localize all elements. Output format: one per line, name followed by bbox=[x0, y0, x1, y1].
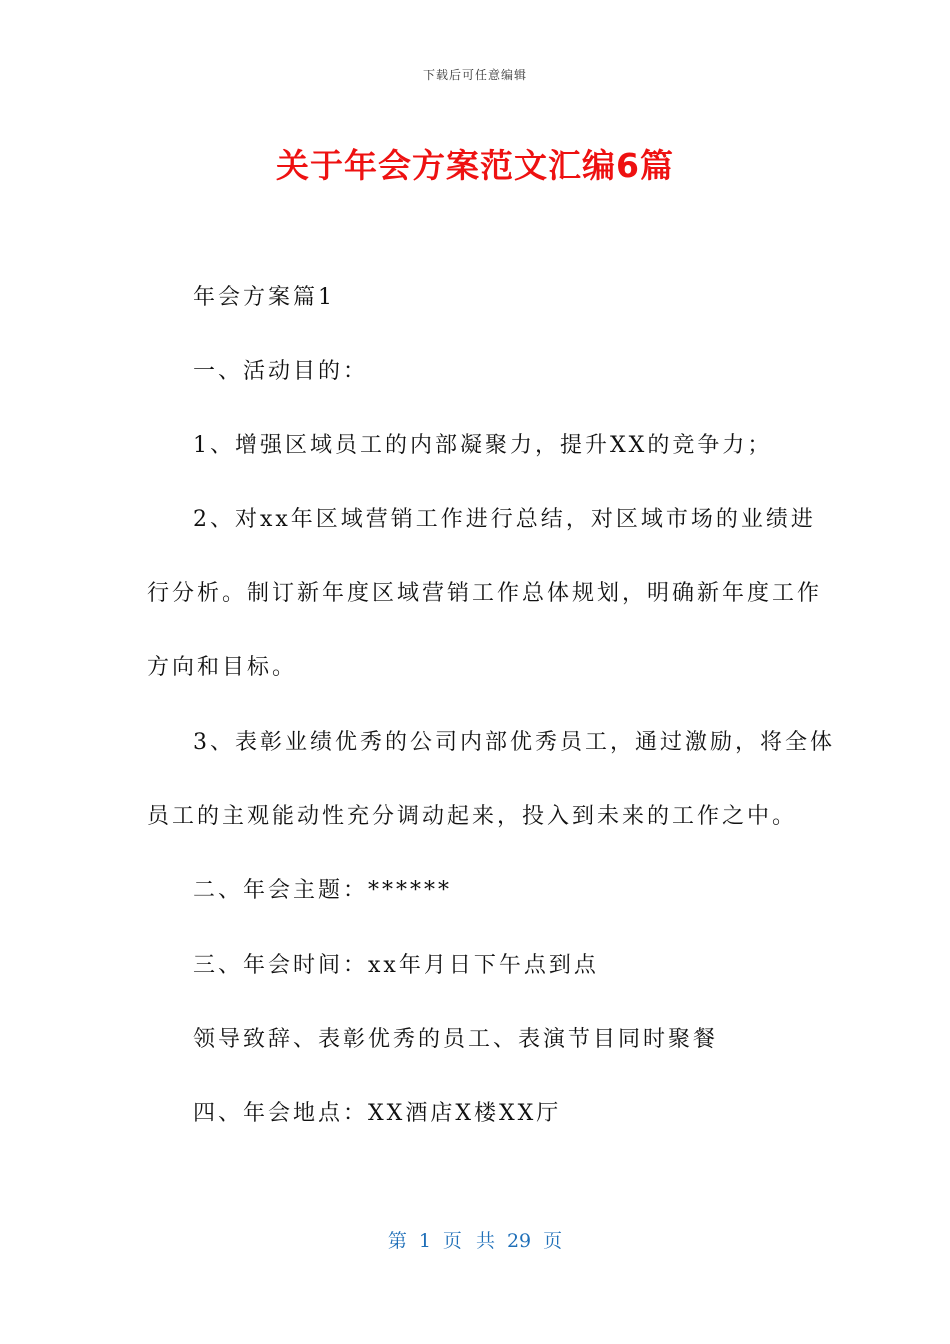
paragraph-line: 三、年会时间：xx年月日下午点到点 bbox=[193, 953, 599, 978]
current-page-number: 1 bbox=[418, 1230, 431, 1252]
paragraph-line: 1、增强区域员工的内部凝聚力，提升XX的竞争力； bbox=[193, 433, 773, 458]
paragraph-line: 方向和目标。 bbox=[147, 655, 298, 680]
document-title: 关于年会方案范文汇编6篇 bbox=[276, 146, 674, 185]
total-page-count: 29 bbox=[506, 1230, 532, 1252]
header-note: 下载后可任意编辑 bbox=[422, 68, 527, 82]
footer-middle: 页 共 bbox=[442, 1230, 495, 1252]
page-number-footer bbox=[0, 1226, 950, 1253]
section-heading: 年会方案篇1 bbox=[193, 285, 335, 310]
footer-prefix: 第 bbox=[387, 1230, 407, 1252]
paragraph-line: 3、表彰业绩优秀的公司内部优秀员工，通过激励，将全体 bbox=[193, 730, 835, 755]
paragraph-line: 一、活动目的： bbox=[193, 359, 369, 384]
paragraph-line: 员工的主观能动性充分调动起来，投入到未来的工作之中。 bbox=[147, 804, 798, 829]
paragraph-line: 四、年会地点：XX酒店X楼XX厅 bbox=[193, 1101, 562, 1126]
paragraph-line: 二、年会主题：****** bbox=[193, 878, 453, 903]
footer-suffix: 页 bbox=[543, 1230, 563, 1252]
paragraph-line: 领导致辞、表彰优秀的员工、表演节目同时聚餐 bbox=[193, 1027, 719, 1052]
paragraph-line: 2、对xx年区域营销工作进行总结，对区域市场的业绩进 bbox=[193, 507, 816, 532]
paragraph-line: 行分析。制订新年度区域营销工作总体规划，明确新年度工作 bbox=[147, 581, 823, 606]
